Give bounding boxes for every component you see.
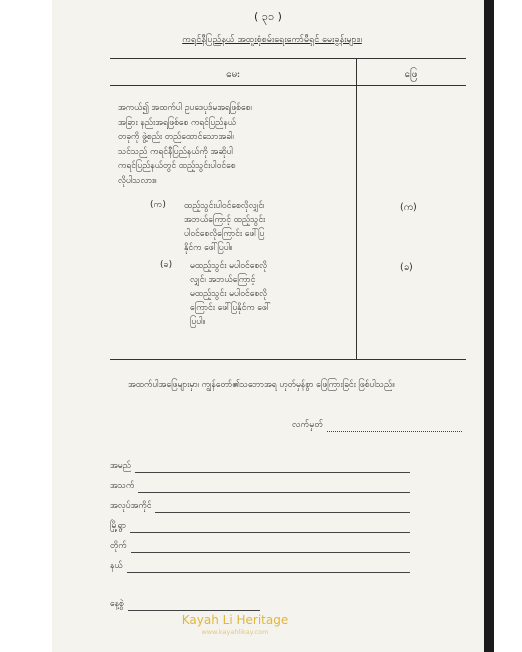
option-line: အဘယ်ကြောင့် ထည့်သွင်း <box>184 215 266 225</box>
column-divider <box>356 59 357 359</box>
field-district-line[interactable] <box>127 560 410 573</box>
field-name-line[interactable] <box>135 460 410 473</box>
field-township <box>110 540 410 553</box>
question-line: တခုကို ဖွဲ့စည်း တည်ထောင်သောအခါ၊ <box>118 132 234 142</box>
question-answer-table <box>110 58 466 360</box>
option-b-marker: (ခ) <box>160 260 173 270</box>
form-title: ကရင်နီပြည်နယ် အထူးစုံစမ်းရေးကော်မီရှင် မေးခွန်းများ။ <box>182 35 362 45</box>
watermark-name: Kayah Li Heritage <box>181 613 289 627</box>
option-line: မထည့်သွင်း မပါဝင်စေလို <box>190 261 268 271</box>
option-a-text <box>184 199 352 255</box>
header-divider <box>110 85 466 86</box>
signature-label: လက်မှတ် <box>292 420 324 430</box>
field-age <box>110 480 410 493</box>
watermark <box>150 613 320 636</box>
field-village-line[interactable] <box>130 520 410 533</box>
field-label: နယ် <box>110 561 123 571</box>
question-column-header: မေး <box>226 69 240 80</box>
field-township-line[interactable] <box>131 540 410 553</box>
option-line: ကြောင်း ဖေါ်ပြနိုင်က ဖေါ် <box>190 303 271 313</box>
watermark-url: www.kayahlikay.com <box>201 628 269 636</box>
field-label: အလုပ်အကိုင် <box>110 501 152 511</box>
question-line: သင်သည် ကရင်နီပြည်နယ်ကို အဆိုပါ <box>118 146 233 157</box>
option-line: ပါဝင်စေလိုကြောင်း ဖေါ်ပြ <box>184 229 265 239</box>
field-date-line[interactable] <box>128 598 260 611</box>
option-line: ပြပါ။ <box>190 317 206 327</box>
field-label: အသက် <box>110 481 135 491</box>
field-label: အမည် <box>110 461 131 471</box>
question-line: အကယ်၍ အထက်ပါ ဥပဒေပုဒ်မအရဖြစ်စေ၊ <box>118 103 252 113</box>
field-label: မြို့ရွာ <box>110 521 126 531</box>
question-line: အခြား နည်းအရဖြစ်စေ ကရင်ပြည်နယ် <box>118 117 237 128</box>
field-occupation <box>110 500 410 513</box>
option-line: ထည့်သွင်းပါဝင်စေလိုလျှင်၊ <box>184 201 265 211</box>
date-label: နေ့စွဲ <box>110 599 124 609</box>
question-line: လိုပါသလား။ <box>118 175 157 186</box>
declaration-statement: အထက်ပါအဖြေများမှာ၊ ကျွန်တော်၏သဘောအရ ဟုတ်မှန်စွာ ဖြေကြားခြင်း ဖြစ်ပါသည်။ <box>128 380 395 390</box>
field-occupation-line[interactable] <box>155 500 410 513</box>
answer-b-marker: (ခ) <box>400 262 413 273</box>
field-label: တိုက် <box>110 541 127 551</box>
field-district <box>110 560 410 573</box>
question-paragraph <box>118 101 344 188</box>
signature-row <box>292 419 462 432</box>
option-line: လျှင်၊ အဘယ်ကြောင့် <box>190 275 256 285</box>
option-line: မထည့်သွင်း မပါဝင်စေလို <box>190 289 268 299</box>
signature-line[interactable] <box>327 419 462 432</box>
document-page <box>52 0 494 652</box>
question-line: ကရင်ပြည်နယ်တွင် ထည့်သွင်းပါဝင်စေ <box>118 161 236 171</box>
page-number: ( ၃၁ ) <box>254 10 282 23</box>
answer-column-header: ဖြေ <box>404 69 418 80</box>
answer-a-marker: (က) <box>400 202 417 213</box>
option-b-text <box>190 259 352 329</box>
field-name <box>110 460 410 473</box>
field-village <box>110 520 410 533</box>
option-line: နိုင်က ဖေါ်ပြပါ။ <box>184 243 233 253</box>
field-date <box>110 598 260 611</box>
option-a-marker: (က) <box>150 200 166 210</box>
field-age-line[interactable] <box>138 480 410 493</box>
